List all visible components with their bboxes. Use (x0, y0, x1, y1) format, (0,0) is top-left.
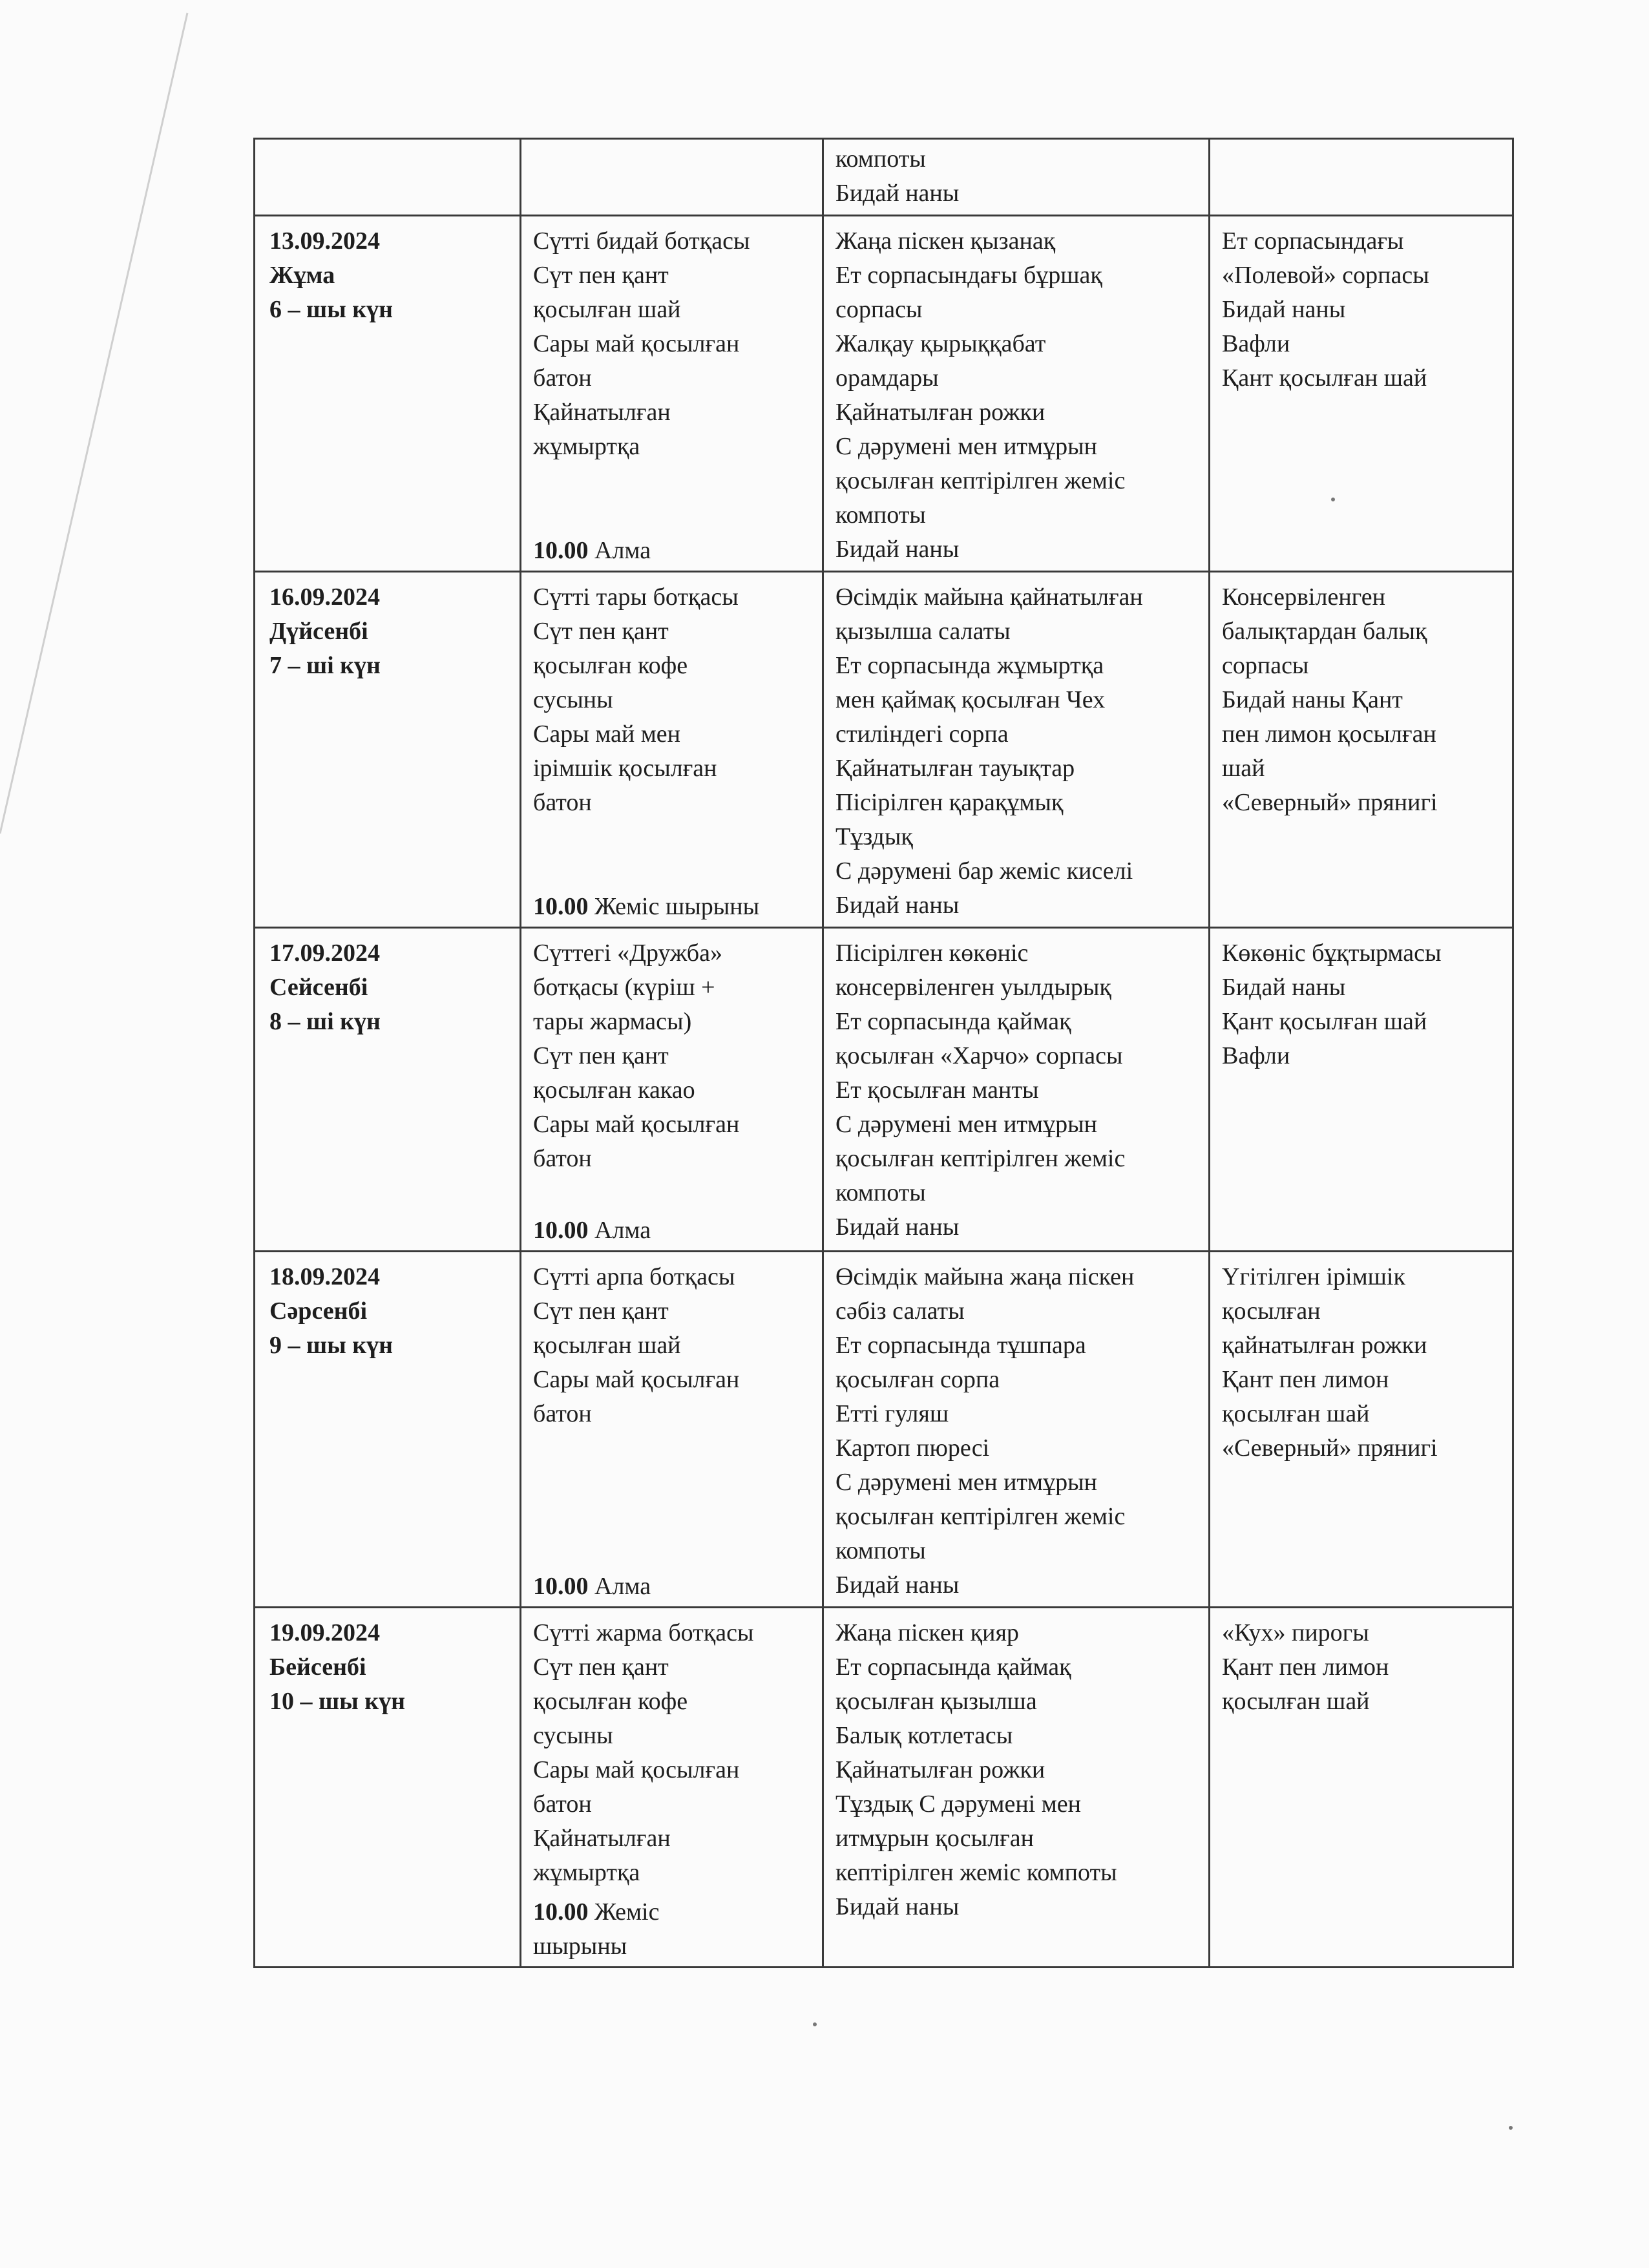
breakfast-cell (521, 1608, 823, 1968)
supper-line: қосылған (1222, 1297, 1321, 1325)
breakfast-line: сусыны (533, 1722, 613, 1749)
lunch-line: Бидай наны (835, 536, 960, 563)
lunch-line: қосылған «Харчо» сорпасы (835, 1042, 1123, 1069)
date-cell (255, 572, 521, 928)
date-day-no: 8 – ші күн (269, 1008, 381, 1035)
supper-line: Вафли (1222, 330, 1290, 357)
lunch-line: Қайнатылған тауықтар (835, 755, 1075, 782)
breakfast-cell (521, 928, 823, 1252)
supper-line: Көкөніс бұқтырмасы (1222, 940, 1442, 967)
lunch-line: Бидай наны (835, 1213, 960, 1241)
supper-cell (1210, 216, 1513, 572)
scan-speck (813, 2022, 817, 2026)
breakfast-line: жұмыртқа (533, 433, 640, 460)
breakfast-line: қосылған шай (533, 1332, 681, 1359)
lunch-line: қосылған сорпа (835, 1366, 1000, 1393)
supper-line: «Кух» пирогы (1222, 1619, 1369, 1646)
breakfast-line: Сүттегі «Дружба» (533, 940, 722, 967)
lunch-line: Пісірілген көкөніс (835, 940, 1029, 967)
lunch-line: Өсімдік майына жаңа піскен (835, 1263, 1135, 1290)
date-weekday: Жұма (269, 262, 335, 289)
breakfast-cell (521, 216, 823, 572)
snack-item-cont: шырыны (533, 1933, 627, 1960)
breakfast-line: ірімшік қосылған (533, 755, 717, 782)
scan-speck (1509, 2126, 1513, 2130)
breakfast-line: ботқасы (күріш + (533, 974, 715, 1001)
supper-line: балықтардан балық (1222, 618, 1427, 645)
breakfast-line: сусыны (533, 686, 613, 713)
lunch-line: С дәрумені мен итмұрын (835, 1111, 1097, 1138)
breakfast-line: Сары май қосылған (533, 1111, 740, 1138)
supper-line: Бидай наны Қант (1222, 686, 1403, 713)
breakfast-line: қосылған какао (533, 1076, 695, 1104)
breakfast-line: Қайнатылған (533, 1825, 671, 1852)
lunch-line: Ет сорпасында тұшпара (835, 1332, 1086, 1359)
supper-line: шай (1222, 755, 1265, 782)
snack-line (533, 1895, 659, 1964)
breakfast-line: батон (533, 1790, 592, 1818)
lunch-line: Пісірілген қарақұмық (835, 789, 1064, 816)
table-row (255, 572, 1513, 928)
lunch-line: компоты (835, 1537, 926, 1564)
date-day-no: 9 – шы күн (269, 1332, 394, 1359)
supper-line: сорпасы (1222, 652, 1309, 679)
scan-fold-line (0, 0, 194, 840)
lunch-line: компоты (835, 145, 926, 173)
supper-line: Бидай наны (1222, 974, 1346, 1001)
date-cell (255, 1252, 521, 1608)
date-date: 13.09.2024 (269, 227, 380, 255)
snack-line (533, 890, 759, 924)
breakfast-line: Сүт пен қант (533, 1654, 669, 1681)
date-cell (255, 216, 521, 572)
date-weekday: Сейсенбі (269, 974, 368, 1001)
lunch-line: Ет сорпасында жұмыртқа (835, 652, 1104, 679)
lunch-cell (823, 216, 1210, 572)
snack-line (533, 1213, 651, 1248)
breakfast-cell-empty (521, 139, 823, 216)
lunch-cell (823, 1252, 1210, 1608)
lunch-line: компоты (835, 501, 926, 529)
supper-line: «Северный» прянигі (1222, 1434, 1438, 1462)
lunch-line: Жаңа піскен қияр (835, 1619, 1019, 1646)
lunch-line: Етті гуляш (835, 1400, 949, 1427)
lunch-line: Тұздық С дәрумені мен (835, 1790, 1081, 1818)
breakfast-line: Сүтті арпа ботқасы (533, 1263, 735, 1290)
table-row (255, 1608, 1513, 1968)
supper-line: Қант пен лимон (1222, 1654, 1389, 1681)
breakfast-line: батон (533, 364, 592, 392)
lunch-line: Бидай наны (835, 892, 960, 919)
lunch-line: Бидай наны (835, 1893, 960, 1920)
lunch-line: мен қаймақ қосылған Чех (835, 686, 1106, 713)
supper-line: Ет сорпасындағы (1222, 227, 1404, 255)
snack-item: Жеміс (594, 1898, 660, 1926)
supper-line: Вафли (1222, 1042, 1290, 1069)
lunch-line: Қайнатылған рожки (835, 399, 1045, 426)
breakfast-line: қосылған шай (533, 296, 681, 323)
snack-item: Жеміс шырыны (594, 893, 760, 920)
date-date: 17.09.2024 (269, 940, 380, 967)
lunch-line: Ет сорпасында қаймақ (835, 1654, 1071, 1681)
date-weekday: Дүйсенбі (269, 618, 368, 645)
breakfast-line: Сары май қосылған (533, 1756, 740, 1783)
lunch-line: С дәрумені мен итмұрын (835, 1469, 1097, 1496)
breakfast-line: қосылған кофе (533, 652, 688, 679)
breakfast-line: жұмыртқа (533, 1859, 640, 1886)
date-cell (255, 928, 521, 1252)
lunch-line: Жаңа піскен қызанақ (835, 227, 1056, 255)
table-row (255, 1252, 1513, 1608)
lunch-line: Ет сорпасында қаймақ (835, 1008, 1071, 1035)
date-date: 18.09.2024 (269, 1263, 380, 1290)
menu-table (253, 138, 1514, 1968)
date-date: 16.09.2024 (269, 583, 380, 611)
breakfast-line: тары жармасы) (533, 1008, 692, 1035)
supper-cell (1210, 1252, 1513, 1608)
date-date: 19.09.2024 (269, 1619, 380, 1646)
snack-time: 10.00 (533, 1573, 589, 1600)
table-row-continued (255, 139, 1513, 216)
breakfast-line: батон (533, 1145, 592, 1172)
lunch-line: Бидай наны (835, 1571, 960, 1599)
date-weekday: Сәрсенбі (269, 1297, 368, 1325)
breakfast-line: Сары май қосылған (533, 330, 740, 357)
date-day-no: 7 – ші күн (269, 652, 381, 679)
lunch-line: С дәрумені мен итмұрын (835, 433, 1097, 460)
supper-line: Бидай наны (1222, 296, 1346, 323)
breakfast-cell (521, 1252, 823, 1608)
lunch-cell (823, 139, 1210, 216)
lunch-cell (823, 1608, 1210, 1968)
breakfast-line: батон (533, 1400, 592, 1427)
supper-cell-empty (1210, 139, 1513, 216)
table-row (255, 216, 1513, 572)
lunch-line: сәбіз салаты (835, 1297, 965, 1325)
breakfast-line: Сүт пен қант (533, 1042, 669, 1069)
table-row (255, 928, 1513, 1252)
supper-cell (1210, 1608, 1513, 1968)
supper-line: «Полевой» сорпасы (1222, 262, 1429, 289)
supper-line: қосылған шай (1222, 1400, 1370, 1427)
lunch-line: Жалқау қырыққабат (835, 330, 1046, 357)
supper-line: Қант қосылған шай (1222, 364, 1427, 392)
breakfast-line: Қайнатылған (533, 399, 671, 426)
supper-line: қосылған шай (1222, 1688, 1370, 1715)
breakfast-line: Сүтті тары ботқасы (533, 583, 739, 611)
date-cell-empty (255, 139, 521, 216)
supper-line: пен лимон қосылған (1222, 720, 1436, 748)
date-weekday: Бейсенбі (269, 1654, 366, 1681)
lunch-line: кептірілген жеміс компоты (835, 1859, 1117, 1886)
lunch-line: консервіленген уылдырық (835, 974, 1111, 1001)
breakfast-line: қосылған кофе (533, 1688, 688, 1715)
snack-time: 10.00 (533, 1217, 589, 1244)
breakfast-line: Сүт пен қант (533, 618, 669, 645)
snack-line (533, 534, 651, 568)
lunch-line: итмұрын қосылған (835, 1825, 1034, 1852)
lunch-line: қосылған кептірілген жеміс (835, 467, 1126, 494)
supper-line: Консервіленген (1222, 583, 1385, 611)
supper-line: Қант қосылған шай (1222, 1008, 1427, 1035)
snack-line (533, 1570, 651, 1604)
snack-time: 10.00 (533, 537, 589, 564)
breakfast-line: Сүт пен қант (533, 262, 669, 289)
lunch-line: Тұздық (835, 823, 913, 850)
breakfast-line: Сүтті жарма ботқасы (533, 1619, 754, 1646)
lunch-line: Ет сорпасындағы бұршақ (835, 262, 1102, 289)
lunch-line: стиліндегі сорпа (835, 720, 1009, 748)
supper-line: Қант пен лимон (1222, 1366, 1389, 1393)
scan-speck (1331, 498, 1335, 501)
lunch-line: Өсімдік майына қайнатылған (835, 583, 1143, 611)
lunch-cell (823, 572, 1210, 928)
lunch-line: Ет қосылған манты (835, 1076, 1039, 1104)
breakfast-cell (521, 572, 823, 928)
supper-line: қайнатылған рожки (1222, 1332, 1427, 1359)
supper-line: «Северный» прянигі (1222, 789, 1438, 816)
lunch-line: қосылған кептірілген жеміс (835, 1503, 1126, 1530)
lunch-line: Картоп пюресі (835, 1434, 990, 1462)
lunch-line: Бидай наны (835, 180, 960, 207)
breakfast-line: Сары май қосылған (533, 1366, 740, 1393)
lunch-line: қосылған қызылша (835, 1688, 1037, 1715)
date-cell (255, 1608, 521, 1968)
snack-item: Алма (594, 1573, 651, 1600)
lunch-line: орамдары (835, 364, 939, 392)
snack-item: Алма (594, 1217, 651, 1244)
lunch-line: сорпасы (835, 296, 923, 323)
snack-time: 10.00 (533, 893, 589, 920)
breakfast-line: Сары май мен (533, 720, 680, 748)
supper-cell (1210, 572, 1513, 928)
supper-line: Үгітілген ірімшік (1222, 1263, 1405, 1290)
lunch-line: Балық котлетасы (835, 1722, 1013, 1749)
date-day-no: 10 – шы күн (269, 1688, 406, 1715)
lunch-line: Қайнатылған рожки (835, 1756, 1045, 1783)
lunch-line: қосылған кептірілген жеміс (835, 1145, 1126, 1172)
lunch-line: С дәрумені бар жеміс киселі (835, 857, 1133, 885)
lunch-cell (823, 928, 1210, 1252)
snack-time: 10.00 (533, 1898, 589, 1926)
breakfast-line: Сүтті бидай ботқасы (533, 227, 750, 255)
date-day-no: 6 – шы күн (269, 296, 394, 323)
lunch-line: компоты (835, 1179, 926, 1206)
snack-item: Алма (594, 537, 651, 564)
supper-cell (1210, 928, 1513, 1252)
breakfast-line: Сүт пен қант (533, 1297, 669, 1325)
lunch-line: қызылша салаты (835, 618, 1011, 645)
breakfast-line: батон (533, 789, 592, 816)
